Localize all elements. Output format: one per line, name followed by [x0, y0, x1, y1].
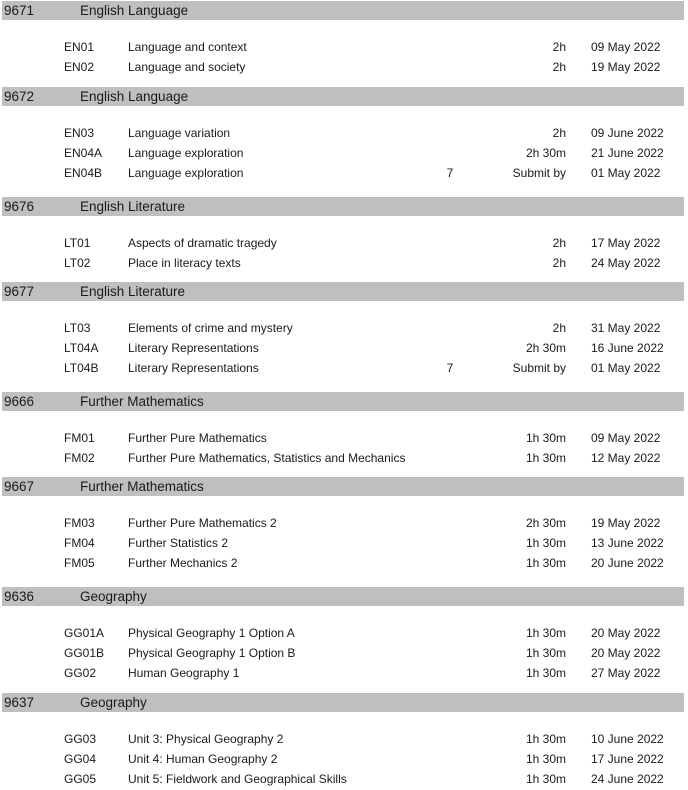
unit-name: Physical Geography 1 Option B: [128, 646, 296, 660]
subject-title: Further Mathematics: [80, 479, 204, 494]
unit-date: 01 May 2022: [591, 361, 661, 375]
unit-name: Literary Representations: [128, 341, 259, 355]
unit-code: FM05: [64, 556, 95, 570]
unit-duration: 2h 30m: [525, 341, 566, 355]
unit-row: [0, 338, 688, 358]
unit-date: 27 May 2022: [591, 666, 661, 680]
unit-code: EN03: [64, 126, 95, 140]
unit-row: [0, 123, 688, 143]
unit-code: EN04A: [64, 146, 103, 160]
unit-row: [0, 448, 688, 468]
subject-code: 9676: [4, 199, 35, 214]
unit-date: 21 June 2022: [591, 146, 664, 160]
subject-section: [0, 587, 688, 680]
subject-code: 9666: [4, 394, 35, 409]
subject-header: [2, 587, 684, 606]
unit-code: FM03: [64, 516, 95, 530]
unit-extra: 7: [446, 166, 454, 180]
unit-name: Language exploration: [128, 166, 244, 180]
unit-row: [0, 358, 688, 378]
unit-date: 17 June 2022: [591, 752, 664, 766]
unit-row: [0, 428, 688, 448]
unit-date: 31 May 2022: [591, 321, 661, 335]
unit-duration: 2h: [552, 321, 566, 335]
subject-header: [2, 282, 684, 301]
unit-name: Aspects of dramatic tragedy: [128, 236, 277, 250]
unit-code: LT02: [64, 256, 91, 270]
unit-name: Unit 3: Physical Geography 2: [128, 732, 284, 746]
subject-section: [0, 87, 688, 180]
unit-row: [0, 769, 688, 789]
unit-duration: 2h: [552, 236, 566, 250]
subject-section: [0, 693, 688, 786]
subject-code: 9677: [4, 284, 35, 299]
subject-section: [0, 392, 688, 465]
unit-row: [0, 37, 688, 57]
unit-duration: 2h: [552, 60, 566, 74]
unit-date: 01 May 2022: [591, 166, 661, 180]
subject-code: 9636: [4, 589, 35, 604]
unit-date: 20 May 2022: [591, 626, 661, 640]
unit-code: GG05: [64, 772, 97, 786]
unit-name: Unit 4: Human Geography 2: [128, 752, 278, 766]
unit-date: 12 May 2022: [591, 451, 661, 465]
unit-code: GG01A: [64, 626, 105, 640]
unit-duration: Submit by: [512, 361, 566, 375]
unit-name: Language variation: [128, 126, 231, 140]
unit-name: Place in literacy texts: [128, 256, 241, 270]
subject-section: [0, 197, 688, 270]
unit-date: 19 May 2022: [591, 516, 661, 530]
unit-duration: Submit by: [512, 166, 566, 180]
unit-code: LT04B: [64, 361, 99, 375]
unit-duration: 1h 30m: [525, 451, 566, 465]
unit-duration: 1h 30m: [525, 556, 566, 570]
subject-code: 9667: [4, 479, 35, 494]
unit-duration: 2h 30m: [525, 146, 566, 160]
unit-row: [0, 318, 688, 338]
unit-date: 20 June 2022: [591, 556, 664, 570]
unit-code: GG02: [64, 666, 97, 680]
subject-header: [2, 477, 684, 496]
unit-row: [0, 553, 688, 573]
unit-code: EN04B: [64, 166, 103, 180]
unit-name: Human Geography 1: [128, 666, 240, 680]
unit-code: GG03: [64, 732, 97, 746]
unit-name: Physical Geography 1 Option A: [128, 626, 295, 640]
unit-date: 09 June 2022: [591, 126, 664, 140]
unit-code: EN02: [64, 60, 95, 74]
unit-code: LT01: [64, 236, 91, 250]
unit-duration: 2h: [552, 40, 566, 54]
unit-row: [0, 533, 688, 553]
subject-header: [2, 1, 684, 20]
subject-code: 9672: [4, 89, 35, 104]
subject-header: [2, 392, 684, 411]
unit-code: LT04A: [64, 341, 99, 355]
subject-title: Geography: [80, 589, 147, 604]
unit-date: 13 June 2022: [591, 536, 664, 550]
subject-title: Geography: [80, 695, 147, 710]
unit-row: [0, 233, 688, 253]
unit-name: Further Pure Mathematics 2: [128, 516, 277, 530]
unit-duration: 2h: [552, 126, 566, 140]
unit-duration: 1h 30m: [525, 431, 566, 445]
unit-code: FM01: [64, 431, 95, 445]
subject-title: English Literature: [80, 284, 186, 299]
unit-date: 19 May 2022: [591, 60, 661, 74]
unit-row: [0, 513, 688, 533]
unit-name: Elements of crime and mystery: [128, 321, 293, 335]
unit-duration: 1h 30m: [525, 646, 566, 660]
subject-header: [2, 87, 684, 106]
unit-name: Further Mechanics 2: [128, 556, 238, 570]
unit-name: Further Pure Mathematics, Statistics and Mechanics: [128, 451, 406, 465]
unit-duration: 1h 30m: [525, 772, 566, 786]
unit-code: LT03: [64, 321, 91, 335]
subject-title: Further Mathematics: [80, 394, 204, 409]
subject-title: English Language: [80, 89, 189, 104]
unit-name: Further Statistics 2: [128, 536, 229, 550]
unit-row: [0, 253, 688, 273]
subject-code: 9637: [4, 695, 35, 710]
unit-row: [0, 643, 688, 663]
unit-name: Language exploration: [128, 146, 244, 160]
unit-duration: 1h 30m: [525, 752, 566, 766]
unit-row: [0, 729, 688, 749]
unit-code: EN01: [64, 40, 95, 54]
unit-date: 17 May 2022: [591, 236, 661, 250]
subject-title: English Language: [80, 3, 189, 18]
unit-row: [0, 663, 688, 683]
subject-section: [0, 1, 688, 74]
unit-name: Literary Representations: [128, 361, 259, 375]
unit-duration: 1h 30m: [525, 732, 566, 746]
unit-duration: 1h 30m: [525, 666, 566, 680]
unit-name: Language and society: [128, 60, 246, 74]
unit-row: [0, 749, 688, 769]
unit-duration: 1h 30m: [525, 626, 566, 640]
unit-date: 09 May 2022: [591, 40, 661, 54]
unit-code: GG01B: [64, 646, 105, 660]
unit-row: [0, 163, 688, 183]
unit-row: [0, 57, 688, 77]
unit-row: [0, 143, 688, 163]
unit-duration: 2h: [552, 256, 566, 270]
subject-code: 9671: [4, 3, 35, 18]
unit-name: Language and context: [128, 40, 247, 54]
subject-header: [2, 693, 684, 712]
unit-date: 24 June 2022: [591, 772, 664, 786]
unit-name: Further Pure Mathematics: [128, 431, 267, 445]
unit-code: FM02: [64, 451, 95, 465]
unit-date: 20 May 2022: [591, 646, 661, 660]
unit-date: 24 May 2022: [591, 256, 661, 270]
unit-duration: 2h 30m: [525, 516, 566, 530]
unit-duration: 1h 30m: [525, 536, 566, 550]
subject-title: English Literature: [80, 199, 186, 214]
unit-date: 09 May 2022: [591, 431, 661, 445]
subject-section: [0, 477, 688, 570]
subject-header: [2, 197, 684, 216]
unit-code: GG04: [64, 752, 97, 766]
unit-extra: 7: [446, 361, 454, 375]
unit-row: [0, 623, 688, 643]
subject-section: [0, 282, 688, 375]
unit-date: 10 June 2022: [591, 732, 664, 746]
unit-code: FM04: [64, 536, 95, 550]
unit-date: 16 June 2022: [591, 341, 664, 355]
unit-name: Unit 5: Fieldwork and Geographical Skills: [128, 772, 347, 786]
